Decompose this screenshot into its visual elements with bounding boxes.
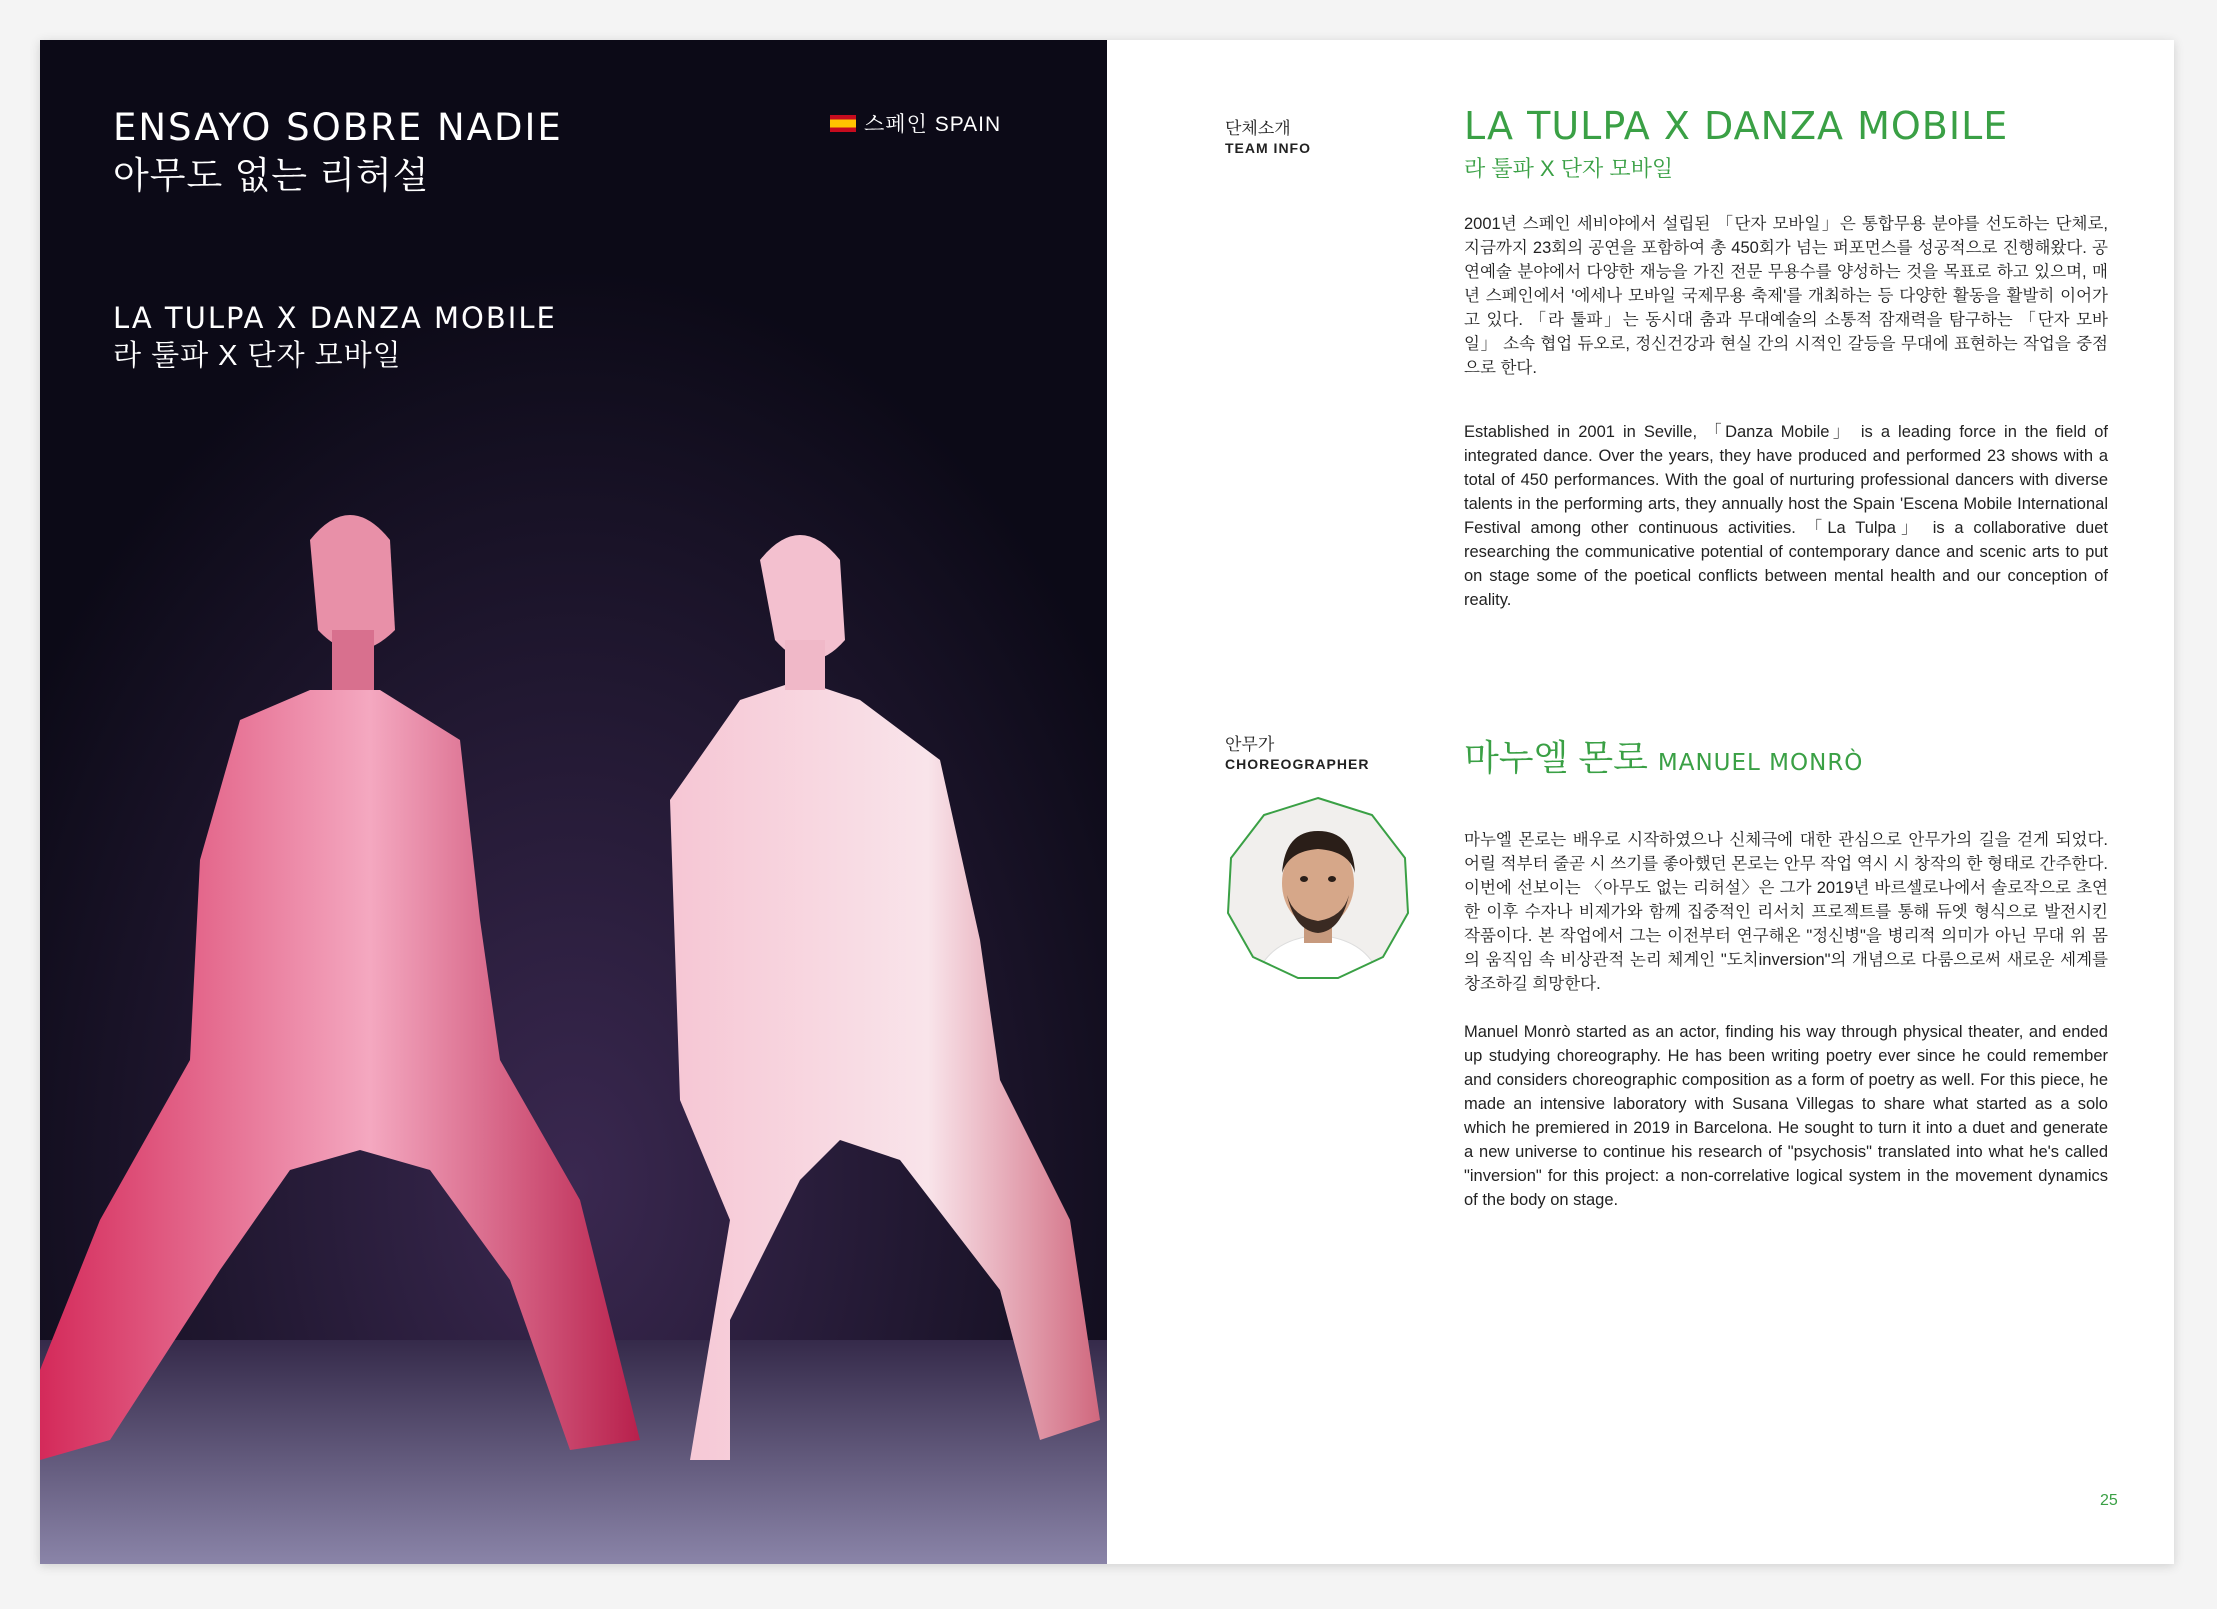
dancers-photo [40,40,1107,1564]
left-page-photo [40,40,1107,1564]
choreographer-name-english: MANUEL MONRÒ [1657,750,1864,776]
team-info-label-en: TEAM INFO [1225,140,1311,156]
choreographer-body-korean: 마누엘 몬로는 배우로 시작하였으나 신체극에 대한 관심으로 안무가의 길을 걷게 되었다. 어릴 적부터 줄곧 시 쓰기를 좋아했던 몬로는 안무 작업 역시 시 창작의 한 형태로 간주한다. 이번에 선보이는 〈아무도 없는 리허설〉은 그가 2019년 바르셀로나에서 솔로작으로 초연한 이후 수자나 비제가와 함께 집중적인 리서치 프로젝트를 통해 듀엣 형식으로 발전시킨 작품이다. 본 작업에서 그는 이전부터 연구해온 "정신병"을 병리적 의미가 아닌 무대 위 몸의 움직임 속 비상관적 논리 체계인 "도치inversion"의 개념으로 다룸으로써 새로운 세계를 창조하길 희망한다. [1464,831,2108,993]
show-title: ENSAYO SOBRE NADIE [113,106,563,149]
team-info-label-ko: 단체소개 [1225,119,1291,138]
team-name-left: LA TULPA X DANZA MOBILE [113,301,557,335]
page-number: 25 [2100,1492,2118,1509]
team-name-left-korean: 라 툴파 X 단자 모바일 [113,340,402,372]
brochure-spread [40,40,2174,1564]
choreographer-label-en: CHOREOGRAPHER [1225,756,1370,772]
choreographer-label-ko: 안무가 [1225,735,1275,754]
team-title: LA TULPA X DANZA MOBILE [1464,104,2009,148]
team-body-korean: 2001년 스페인 세비야에서 설립된 「단자 모바일」은 통합무용 분야를 선도하는 단체로, 지금까지 23회의 공연을 포함하여 총 450회가 넘는 퍼포먼스를 성공적으로 진행해왔다. 공연예술 분야에서 다양한 재능을 가진 전문 무용수를 양성하는 것을 목표로 하고 있으며, 매년 스페인에서 '에세나 모바일 국제무용 축제'를 개최하는 등 다양한 활동을 활발히 이어가고 있다. 「라 툴파」는 동시대 춤과 무대예술의 소통적 잠재력을 탐구하는 「단자 모바일」 소속 협업 듀오로, 정신건강과 현실 간의 시적인 갈등을 무대에 표현하는 작업을 중점으로 한다. [1464,215,2108,377]
choreographer-portrait [1225,795,1411,981]
choreographer-name-korean: 마누엘 몬로 [1464,737,1648,778]
spain-flag-icon [830,115,856,132]
show-title-korean: 아무도 없는 리허설 [113,155,430,196]
right-page [1107,40,2174,1564]
country-text: 스페인 SPAIN [864,113,1002,136]
team-body-english: Established in 2001 in Seville, 「Danza Mobile」 is a leading force in the field of integrated dance. Over the years, they have produced and performed 23 shows with a total of 450 performances. With the goal of nurturing professional dancers with diverse talents in the performing arts, they annually host the Spain 'Escena Mobile International Festival among other continuous activities. 「La Tulpa」 is a collaborative duet researching the communicative potential of contemporary dance and scenic arts to put on stage some of the poetical conflicts between mental health and our conception of reality. [1464,423,2108,609]
team-subtitle: 라 툴파 X 단자 모바일 [1464,156,1674,181]
choreographer-name [1464,730,1863,781]
country-label [830,108,1001,138]
choreographer-body-english: Manuel Monrò started as an actor, finding his way through physical theater, and ended up studying choreography. He has been writing poetry ever since he could remember and considers choreographic composition as a form of poetry as well. For this piece, he made an intensive laboratory with Susana Villegas to share what started as a solo which he premiered in 2019 in Barcelona. He sought to turn it into a duet and generate a new universe to continue his research of "psychosis" translated into what he's called "inversion" for this project: a non-correlative logical system in the movement dynamics of the body on stage. [1464,1023,2108,1209]
